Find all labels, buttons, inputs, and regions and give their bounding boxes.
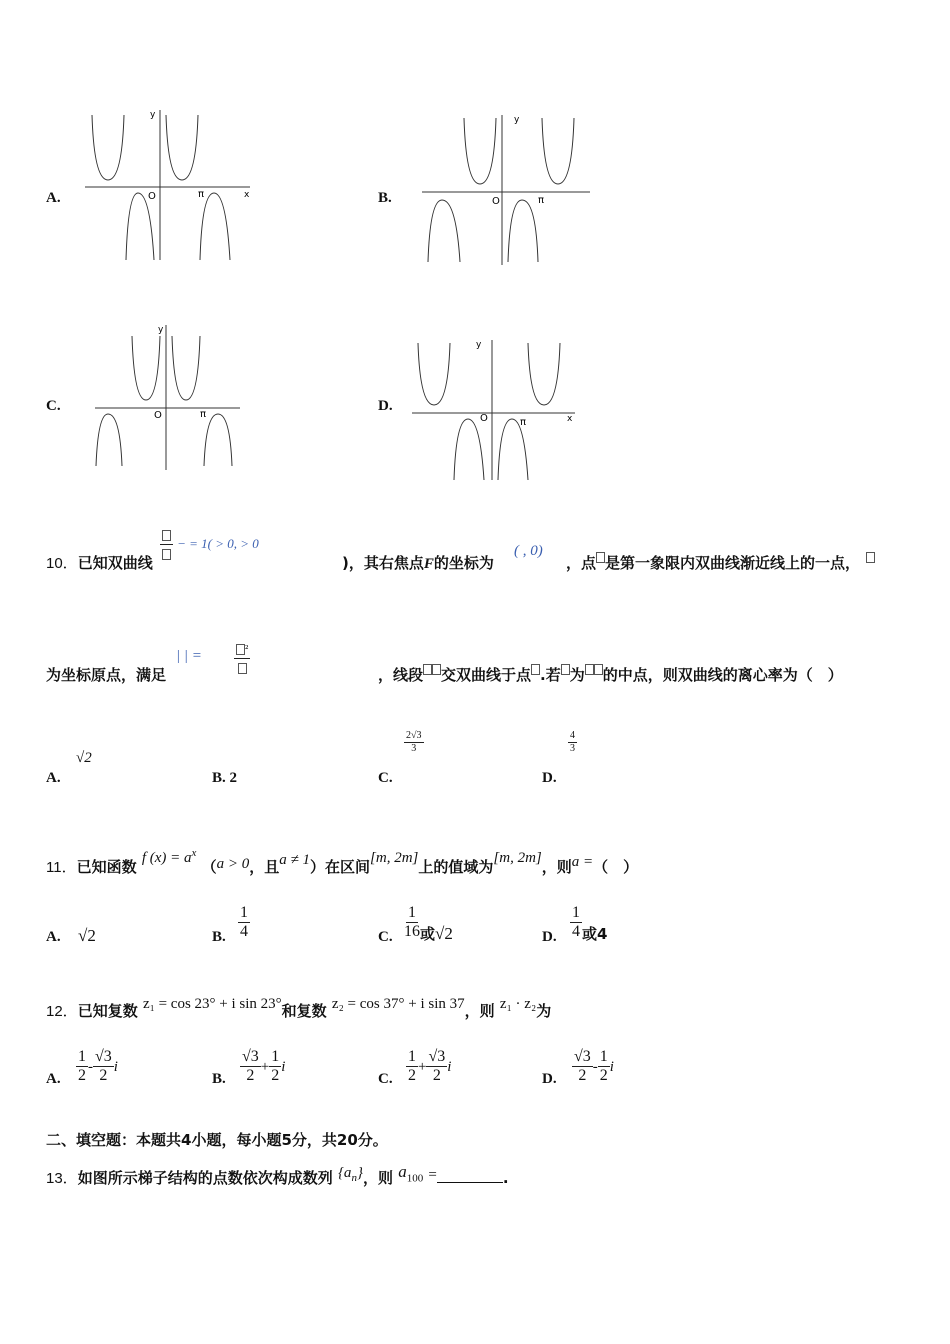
q10-option-a-value: √2 — [76, 750, 92, 766]
q13-answer-blank[interactable] — [437, 1168, 503, 1183]
q10-option-c-value: $\frac{2√3}{3}$ — [406, 730, 422, 754]
graph-b-label: B. — [378, 190, 392, 206]
graph-a-pi: π — [198, 189, 205, 200]
question-10-line-1c: ，点 是第一象限内双曲线渐近线上的一点， — [566, 552, 875, 573]
q11-option-a-value: √2 — [78, 926, 96, 945]
q12-option-b-label: B. — [212, 1071, 226, 1087]
question-12: 12．已知复数 z₁ = cos 23° + i sin 23°和复数 z₂ = cos 37° + i sin 37，则 z₁ · z₂为 — [46, 996, 552, 1020]
graph-d-y: y — [476, 340, 482, 350]
q10-hyperbola-equation: − = 1( > 0, > 0 — [160, 526, 259, 563]
q10-condition: | | = — [176, 648, 202, 664]
q12-option-a-label: A. — [46, 1071, 61, 1087]
q10-option-b-label: B. 2 — [212, 770, 238, 786]
q11-option-b-label: B. — [212, 929, 226, 945]
graph-c-origin: O — [154, 410, 162, 421]
graph-a-y: y — [150, 110, 156, 120]
q10-option-d-value: $\frac{4}{3}$ — [570, 730, 575, 754]
q10-option-c-label: C. — [378, 770, 393, 786]
graph-c-pi: π — [200, 409, 207, 420]
section-2-title: 二、填空题：本题共4小题，每小题5分，共20分。 — [46, 1131, 388, 1149]
graph-c-label: C. — [46, 398, 61, 414]
graph-d-pi: π — [520, 417, 527, 428]
graph-a-x: x — [244, 190, 250, 200]
graph-b — [420, 110, 600, 270]
graph-c — [90, 320, 250, 475]
q11-option-c-value: $\frac{1}{16}$ 或√2 — [404, 904, 453, 943]
q11-option-d-label: D. — [542, 929, 557, 945]
graph-d-label: D. — [378, 398, 393, 414]
q10-text: 已知双曲线 — [77, 554, 153, 572]
graph-b-origin: O — [492, 196, 500, 207]
graph-c-y: y — [158, 325, 164, 335]
graph-d-origin: O — [480, 413, 488, 424]
q12-option-a-value: $\frac{1}{2}$ - $\frac{√3}{2}$ i — [78, 1048, 118, 1084]
graph-d-x: x — [567, 414, 573, 424]
graph-a — [80, 105, 260, 265]
q12-option-c-label: C. — [378, 1071, 393, 1087]
graph-a-origin: O — [148, 191, 156, 202]
q11-option-b-value: $\frac{1}{4}$ — [240, 904, 248, 940]
q12-option-c-value: $\frac{1}{2}$ + $\frac{√3}{2}$ i — [408, 1048, 452, 1084]
graph-d — [410, 335, 580, 485]
q11-option-d-value: $\frac{1}{4}$ 或4 — [572, 904, 608, 943]
question-10-line-1 — [46, 552, 153, 573]
graph-a-label: A. — [46, 190, 61, 206]
q10-option-d-label: D. — [542, 770, 557, 786]
question-13: 13．如图所示梯子结构的点数依次构成数列 $\{a_n\}$，则 $a_{100}$ = . — [46, 1162, 509, 1187]
question-10-line-2: 为坐标原点，满足 ，线段 交双曲线于点 .若 为 的中点，则双曲线的离心率为（ ） — [46, 666, 843, 684]
question-11: 11．已知函数 f $(x) = a^x$ （a > 0，且a ≠ 1）在区间[m, 2m]上的值域为[m, 2m]，则a =（ ） — [46, 847, 639, 876]
graph-b-pi: π — [538, 195, 545, 206]
q10-condition-frac: ² — [234, 640, 250, 677]
q10-number: 10． — [46, 555, 78, 572]
q10-option-a-label: A. — [46, 770, 61, 786]
question-10-line-1b: )，其右焦点F的坐标为 — [342, 554, 494, 572]
q11-option-c-label: C. — [378, 929, 393, 945]
q10-focus-coord: ( , 0) — [514, 543, 543, 559]
q11-option-a-label: A. — [46, 929, 61, 945]
q12-option-d-value: $\frac{√3}{2}$ - $\frac{1}{2}$ i — [574, 1048, 614, 1084]
q12-option-b-value: $\frac{√3}{2}$ + $\frac{1}{2}$ i — [242, 1048, 286, 1084]
q12-option-d-label: D. — [542, 1071, 557, 1087]
graph-b-y: y — [514, 115, 520, 125]
